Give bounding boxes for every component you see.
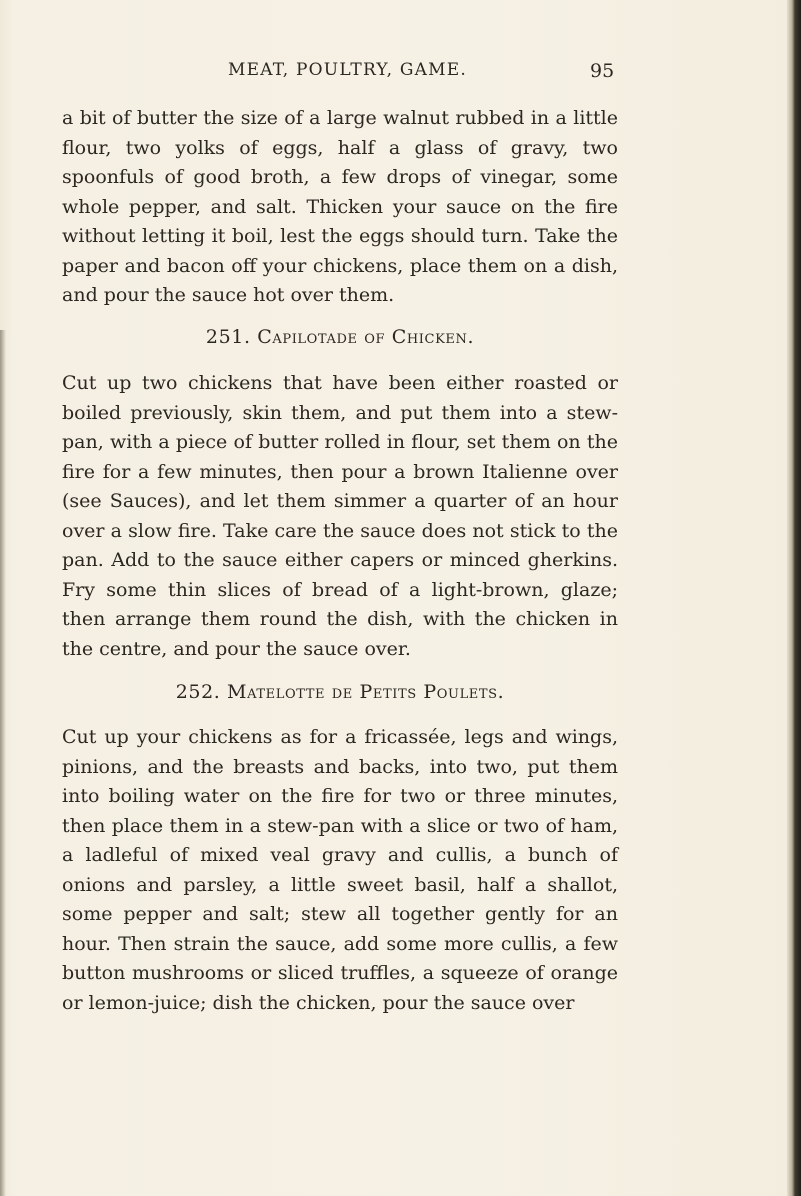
page-edge: [787, 0, 801, 1196]
section-body-252: Cut up your chickens as for a fricassée, legs and wings, pinions, and the breasts and backs, into two, put them into boiling water on the fire for two or three minutes, then place them in a stew-pan with a slice or two of ham, a ladleful of mixed veal gravy and cullis, a bunch of onions and parsley, a little sweet basil, half a shallot, some pepper and salt; stew all together gently for an hour. Then strain the sauce, add some more cullis, a few button mushrooms or sliced truffles, a squeeze of orange or lemon-juice; dish the chicken, pour the sauce over: [62, 726, 618, 1014]
section-heading-251: 251. Capilotade of Chicken.: [205, 326, 475, 348]
section-body-251: Cut up two chickens that have been either roasted or boiled previously, skin them, and put them into a stew-pan, with a piece of butter rolled in flour, set them on the fire for a few minutes, then pour a brown Italienne over (see Sauces), and let them simmer a quarter of an hour over a slow fire. Take care the sauce does not stick to the pan. Add to the sauce either capers or minced gherkins. Fry some thin slices of bread of a light-brown, glaze; then arrange them round the dish, with the chicken in the centre, and pour the sauce over.: [62, 372, 618, 660]
page-number: 95: [590, 60, 615, 82]
continued-paragraph: a bit of butter the size of a large walnut rubbed in a little flour, two yolks of eggs, half a glass of gravy, two spoonfuls of good broth, a few drops of vinegar, some whole pepper, and salt. Thicken your sauce on the fire without letting it boil, lest the eggs should turn. Take the paper and bacon off your chickens, place them on a dish, and pour the sauce hot over them.: [62, 107, 618, 306]
running-head: MEAT, POULTRY, GAME.: [228, 60, 467, 80]
page-header: [0, 60, 801, 90]
page-gutter-shadow: [0, 330, 6, 1196]
section-heading-252: 252. Matelotte de Petits Poulets.: [175, 681, 505, 703]
